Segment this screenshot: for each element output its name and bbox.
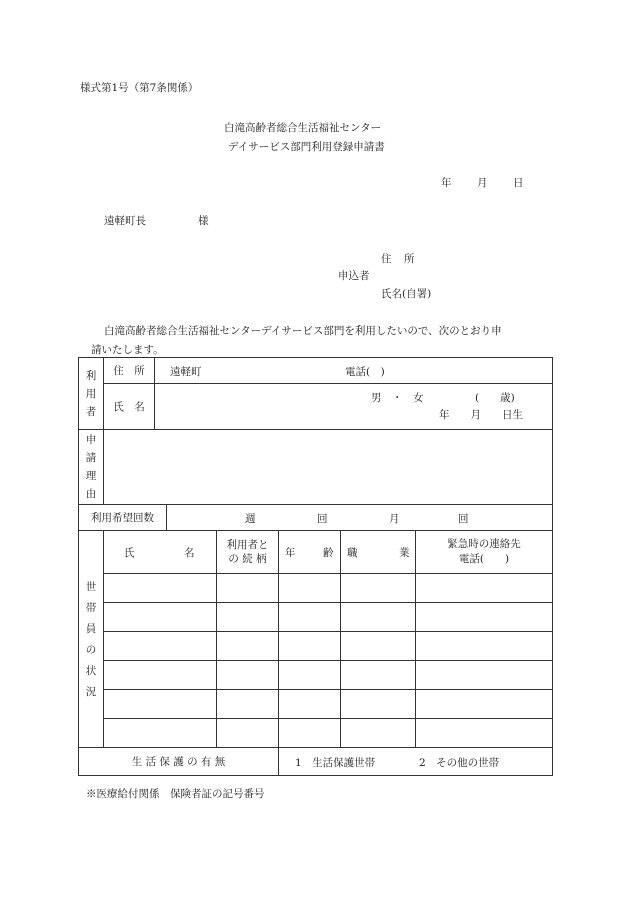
user-name-cell[interactable] [155, 384, 553, 430]
household-age-cell[interactable] [279, 603, 341, 632]
household-age-cell[interactable] [279, 574, 341, 603]
household-relation-cell[interactable] [217, 574, 279, 603]
col-header-contact [416, 531, 553, 574]
date-month: 月 [477, 177, 488, 189]
applicant-address-label: 住 所 [381, 253, 416, 265]
birth-date-field: 年 月 日生 [439, 409, 523, 421]
addressee-honorific: 様 [198, 215, 209, 227]
user-address-cell[interactable] [155, 358, 553, 384]
household-name-cell[interactable] [104, 632, 217, 661]
household-row [79, 661, 553, 690]
household-age-cell[interactable] [279, 690, 341, 719]
form-number: 様式第1号（第7条関係） [80, 82, 199, 94]
household-contact-cell[interactable] [416, 574, 553, 603]
age-field: ( 歳) [475, 392, 515, 404]
frequency-times-month: 回 [458, 513, 469, 525]
household-age-cell[interactable] [279, 632, 341, 661]
household-row [79, 690, 553, 719]
reason-label-char: 請 [85, 452, 97, 464]
date-day: 日 [513, 177, 524, 189]
user-address-value: 遠軽町 [170, 366, 202, 378]
household-row [79, 574, 553, 603]
user-label-char: 利 [85, 369, 97, 382]
col-name-b: 名 [184, 547, 195, 559]
household-row [79, 603, 553, 632]
welfare-option-2[interactable]: 2 その他の世帯 [419, 757, 500, 769]
household-name-cell[interactable] [104, 603, 217, 632]
household-name-cell[interactable] [104, 719, 217, 748]
col-relation-1: 利用者と [226, 539, 269, 551]
col-job-b: 業 [399, 547, 410, 559]
applicant-label: 申込者 [338, 270, 370, 282]
household-job-cell[interactable] [341, 632, 416, 661]
col-contact-2: 電話( ) [458, 553, 510, 565]
household-label [79, 531, 104, 748]
household-row [79, 632, 553, 661]
welfare-option-1[interactable]: 1 生活保護世帯 [295, 757, 376, 769]
col-header-name [104, 531, 217, 574]
household-job-cell[interactable] [341, 690, 416, 719]
frequency-label: 利用希望回数 [79, 505, 167, 531]
col-relation-2: の 続 柄 [228, 553, 267, 565]
household-contact-cell[interactable] [416, 719, 553, 748]
household-row [79, 719, 553, 748]
frequency-month: 月 [389, 513, 400, 525]
household-name-cell[interactable] [104, 661, 217, 690]
frequency-cell[interactable] [167, 505, 553, 531]
user-label-char: 用 [85, 387, 97, 400]
household-job-cell[interactable] [341, 719, 416, 748]
household-label-char: 員 [85, 622, 97, 635]
user-address-label: 住 所 [104, 358, 155, 384]
user-name-label: 氏 名 [104, 384, 155, 430]
household-name-cell[interactable] [104, 574, 217, 603]
household-relation-cell[interactable] [217, 690, 279, 719]
intro-line-1: 白滝高齢者総合生活福祉センターデイサービス部門を利用したいので、次のとおり申 [104, 325, 502, 337]
user-label-char: 者 [85, 405, 97, 418]
household-label-char: 状 [85, 664, 97, 677]
household-label-char: 帯 [85, 601, 97, 614]
household-label-char: 況 [85, 685, 97, 698]
gender-options: 男 ・ 女 [371, 392, 424, 404]
household-name-cell[interactable] [104, 690, 217, 719]
household-relation-cell[interactable] [217, 603, 279, 632]
date-year: 年 [441, 177, 452, 189]
title-line-2: デイサービス部門利用登録申請書 [228, 141, 385, 153]
col-age-a: 年 [285, 547, 296, 559]
household-contact-cell[interactable] [416, 690, 553, 719]
welfare-label: 生 活 保 護 の 有 無 [79, 748, 279, 776]
household-job-cell[interactable] [341, 661, 416, 690]
applicant-name-label: 氏名(自署) [381, 288, 432, 300]
user-section-label [79, 358, 104, 430]
intro-line-2: 請いたします。 [91, 344, 164, 356]
welfare-options-cell [279, 748, 553, 776]
col-age-b: 齢 [323, 547, 334, 559]
household-relation-cell[interactable] [217, 632, 279, 661]
col-job-a: 職 [347, 547, 358, 559]
reason-label-char: 由 [85, 488, 97, 500]
reason-label [79, 430, 104, 505]
addressee-name: 遠軽町長 [104, 215, 146, 227]
frequency-times-week: 回 [317, 513, 328, 525]
frequency-week: 週 [245, 513, 256, 525]
household-age-cell[interactable] [279, 719, 341, 748]
user-phone-label: 電話( ) [345, 366, 385, 378]
household-contact-cell[interactable] [416, 661, 553, 690]
household-label-char: 世 [85, 580, 97, 593]
household-job-cell[interactable] [341, 603, 416, 632]
household-job-cell[interactable] [341, 574, 416, 603]
reason-label-char: 理 [85, 470, 97, 482]
footer-note: ※医療給付関係 保険者証の記号番号 [86, 788, 265, 800]
col-contact-1: 緊急時の連絡先 [447, 538, 521, 550]
col-header-job [341, 531, 416, 574]
reason-field[interactable] [104, 430, 553, 505]
household-relation-cell[interactable] [217, 661, 279, 690]
household-relation-cell[interactable] [217, 719, 279, 748]
col-header-age [279, 531, 341, 574]
col-name-a: 氏 [124, 547, 135, 559]
household-contact-cell[interactable] [416, 632, 553, 661]
household-contact-cell[interactable] [416, 603, 553, 632]
reason-label-char: 申 [85, 434, 97, 446]
application-table [78, 357, 553, 776]
household-label-char: の [85, 643, 97, 656]
col-header-relation [217, 531, 279, 574]
household-age-cell[interactable] [279, 661, 341, 690]
title-line-1: 白滝高齢者総合生活福祉センター [224, 122, 382, 134]
